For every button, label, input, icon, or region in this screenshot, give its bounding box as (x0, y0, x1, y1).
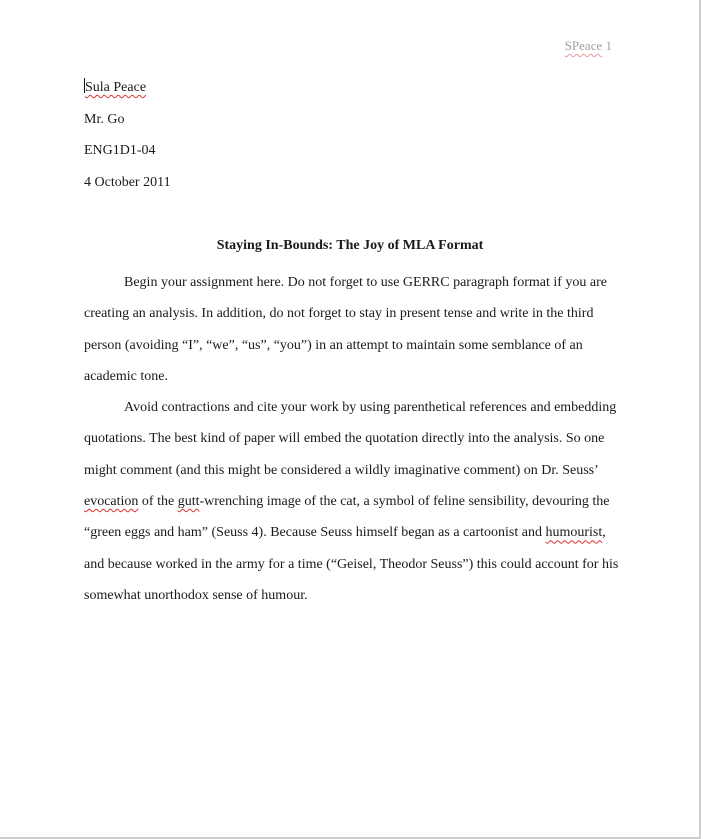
document-body (84, 267, 619, 611)
misspelled-word: evocation (84, 494, 139, 510)
document-title: Staying In-Bounds: The Joy of MLA Format (216, 238, 484, 253)
submission-date: 4 October 2011 (84, 174, 171, 190)
paragraph-line (84, 517, 616, 548)
text-run: -wrenching image of the cat, a symbol of feline sensibility, devouring the (199, 494, 610, 510)
mla-heading (84, 78, 624, 204)
misspelled-word: humourist (545, 525, 603, 541)
instructor-name: Mr. Go (84, 111, 125, 127)
running-head-name: SPeace (564, 38, 603, 53)
paragraph-line: somewhat unorthodox sense of humour. (84, 587, 308, 603)
paragraph-line: quotations. The best kind of paper will embed the quotation directly into the analysis. So one (84, 431, 605, 447)
paragraph-line: Begin your assignment here. Do not forget to use GERRC paragraph format if you are (124, 275, 608, 290)
paragraph-line: Avoid contractions and cite your work by using parenthetical references and embedding (124, 400, 617, 416)
student-name: Sula Peace (85, 80, 147, 95)
running-head-page-number: 1 (605, 38, 612, 53)
paragraph-line (84, 486, 616, 517)
misspelled-word: gutt (177, 494, 200, 510)
text-run: “green eggs and ham” (Seuss 4). Because Seuss himself began as a cartoonist and (84, 525, 546, 541)
text-run: of the (138, 494, 178, 510)
student-name-line (84, 78, 624, 110)
paragraph-line: and because worked in the army for a time (“Geisel, Theodor Seuss”) this could account for his (84, 556, 619, 572)
running-head (565, 38, 612, 54)
paragraph-line: might comment (and this might be considered a wildly imaginative comment) on Dr. Seuss’ (84, 462, 599, 478)
paragraph-line: creating an analysis. In addition, do not forget to stay in present tense and write in the third (84, 306, 594, 322)
paragraph-line: person (avoiding “I”, “we”, “us”, “you”) in an attempt to maintain some semblance of an (84, 337, 583, 353)
paragraph-line: academic tone. (84, 368, 168, 384)
course-code: ENG1D1-04 (84, 143, 156, 158)
text-run: , (602, 525, 606, 541)
